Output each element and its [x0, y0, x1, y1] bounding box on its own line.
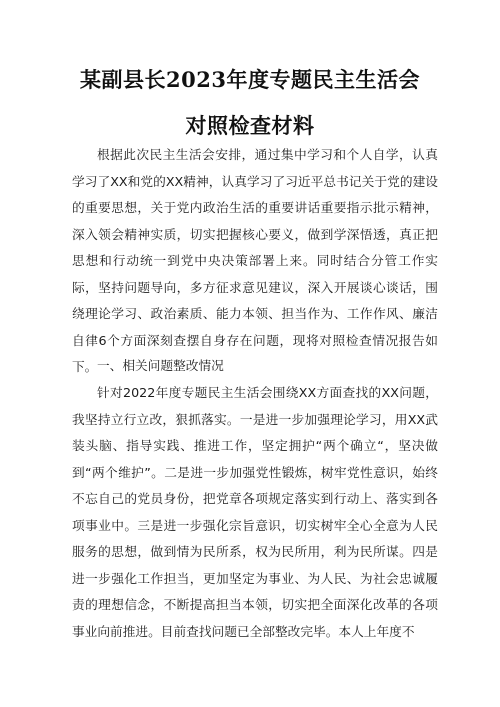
rectification-paragraph-block: [72, 380, 438, 645]
rectification-paragraph: 针对2022年度专题民主生活会围绕XX方面查找的XX问题，我坚持立行立改，狠抓落实。一是进一步加强理论学习，用XX武装头脑、指导实践、推进工作，坚定拥护“两个确立“，坚决做到“两个维护”。二是进一步加强党性锻炼，树牢党性意识，始终不忘自己的党员身份，把党章各项规定落实到行动上、落实到各项事业中。三是进一步强化宗旨意识，切实树牢全心全意为人民服务的思想，做到情为民所系，权为民所用，利为民所谋。四是进一步强化工作担当，更加坚定为事业、为人民、为社会忠诚履责的理想信念，不断提高担当本领，切实把全面深化改革的各项事业向前推进。目前查找问题已全部整改完毕。本人上年度不: [72, 385, 438, 639]
section-heading: 一、相关问题整改情况: [97, 358, 224, 373]
section-heading-block: [72, 353, 438, 380]
document-title-line-2: 对照检查材料: [185, 113, 315, 138]
document-title-line-1: 某副县长2023年度专题民主生活会: [80, 67, 420, 92]
intro-paragraph: 根据此次民主生活会安排，通过集中学习和个人自学，认真学习了XX和党的XX精神，认真学习了习近平总书记关于党的建设的重要思想，关于党内政治生活的重要讲话重要指示批示精神，深入领会精神实质，切实把握核心要义，做到学深悟透，真正把思想和行动统一到党中央决策部署上来。同时结合分管工作实际，坚持问题导向，多方征求意见建议，深入开展谈心谈话，围绕理论学习、政治素质、能力本领、担当作为、工作作风、廉洁自律6个方面深刻查摆自身存在问题，现将对照检查情况报告如下。: [72, 147, 438, 374]
intro-paragraph-block: [72, 142, 438, 381]
